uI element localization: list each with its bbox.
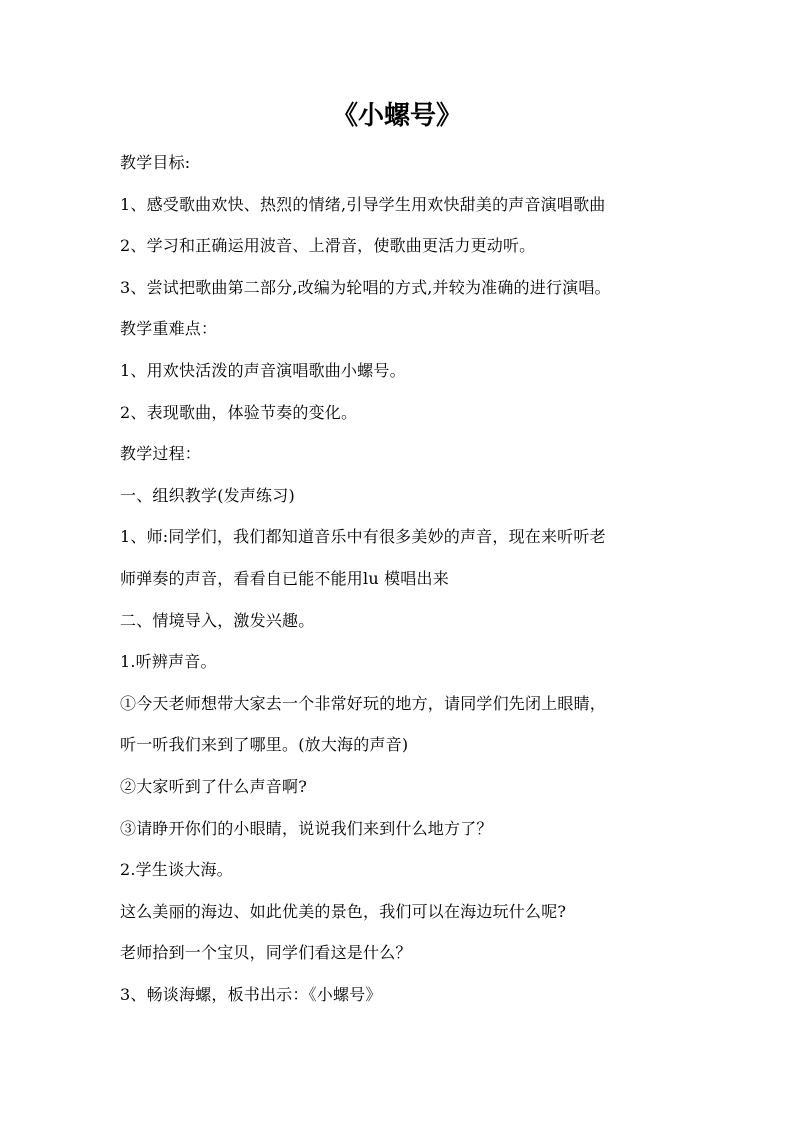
text-line: ③请睁开你们的小眼睛，说说我们来到什么地方了？: [120, 818, 493, 838]
text-line: ①今天老师想带大家去一个非常好玩的地方，请同学们先闭上眼睛，: [120, 693, 607, 713]
text-line: 1、用欢快活泼的声音演唱歌曲小螺号。: [120, 360, 406, 380]
text-line: 2、表现歌曲，体验节奏的变化。: [120, 402, 358, 422]
text-line: 1、师:同学们，我们都知道音乐中有很多美妙的声音，现在来听听老: [120, 527, 606, 547]
text-line: 3、尝试把歌曲第二部分,改编为轮唱的方式,并较为准确的进行演唱。: [120, 277, 611, 297]
text-line: 一、组织教学(发声练习): [120, 485, 295, 505]
text-line: 2.学生谈大海。: [120, 860, 233, 880]
text-line: 师弹奏的声音，看看自已能不能用lu 模唱出来: [120, 568, 449, 588]
document-body: [120, 142, 690, 1015]
text-line: 教学目标:: [120, 153, 191, 172]
text-line: ②大家听到了什么声音啊?: [120, 776, 307, 796]
text-line: 2、学习和正确运用波音、上滑音，使歌曲更活力更动听。: [120, 236, 536, 256]
text-line: 1.听辨声音。: [120, 652, 217, 672]
text-line: 3、畅谈海螺，板书出示：《小螺号》: [120, 984, 382, 1004]
text-line: 教学重难点：: [120, 319, 218, 339]
text-line: 老师拾到一个宝贝，同学们看这是什么？: [120, 943, 412, 963]
text-line: 二、情境导入，激发兴趣。: [120, 610, 315, 630]
text-line: 教学过程：: [120, 444, 202, 464]
text-line: 这么美丽的海边、如此优美的景色，我们可以在海边玩什么呢?: [120, 901, 567, 921]
text-line: 1、感受歌曲欢快、热烈的情绪,引导学生用欢快甜美的声音演唱歌曲: [120, 194, 606, 214]
document-title: 《小螺号》: [331, 101, 462, 131]
text-line: 听一听我们来到了哪里。(放大海的声音): [120, 735, 409, 755]
